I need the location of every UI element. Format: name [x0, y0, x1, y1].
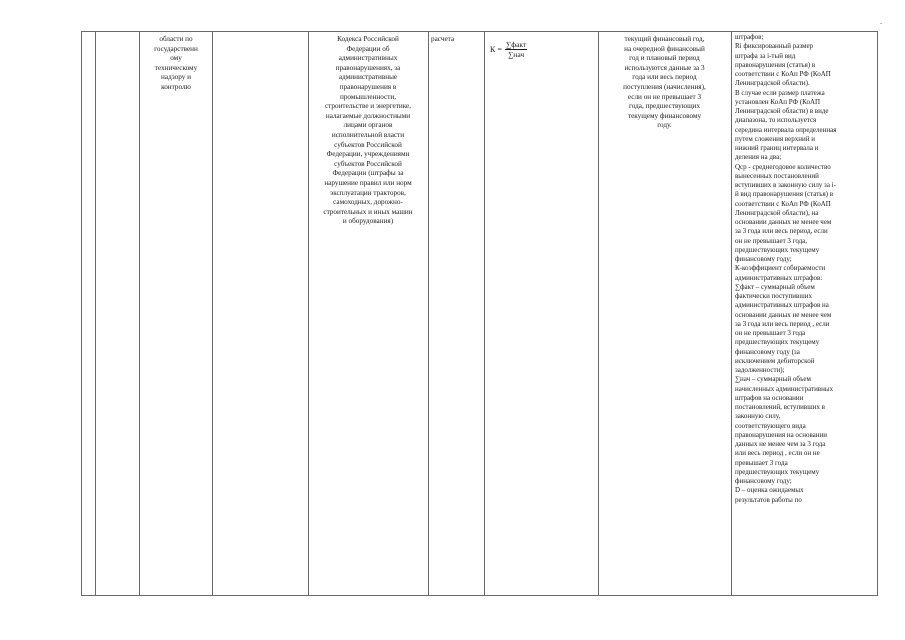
column-divider — [212, 31, 213, 596]
cell-authority: области по государственн ому техническому надзору и контролю — [154, 35, 198, 91]
corner-mark: - — [880, 19, 883, 27]
collection-rate-formula — [490, 40, 527, 59]
cell-formula-legend: штрафов; Ri фиксированный размер штрафа за i-тый вид правонарушения (статья) в соответствии с КоАп РФ (КоАП Ленинградской области). В случае если размер платежа установлен КоАп РФ (КоАП Ленинградской области) в виде диапазона, то используется середина интервала определенная путем сложения верхний и нижний границ интервала и деления на два; Qср - среднегодовое количество вынесенных постановлений вступивших в законную силу за i- й вид правонарушения (статья) в соответствии с КоАп РФ (КоАП Ленинградской области), на основании данных не менее чем за 3 года или весь период, если он не превышает 3 года, предшествующих текущему финансовому году; К-коэффициент собираемости административных штрафов: ∑факт – суммарный объем фактически поступивших административных штрафов на основании данных не менее чем за 3 года или весь период , если он не превышает 3 года предшествующих текущему финансовому году (за исключением дебиторской задолженности); ∑нач – суммарный объем начисленных административных штрафов на основании постановлений, вступивших в законную силу, соответствующего вида правонарушения на основании данных не менее чем за 3 года или весь период , если он не превышает 3 года предшествующих текущему финансовому году; D – оценка ожидаемых результатов работы по — [735, 33, 837, 504]
table-bottom-border — [81, 595, 878, 596]
formula-numerator: ∑факт — [505, 40, 527, 49]
formula-lhs: К = — [490, 45, 502, 54]
formula-fraction — [505, 40, 527, 59]
cell-data-period: текущий финансовый год, на очередной финансовый год и плановый период используются данные за 3 года или весь период поступления (начисления), если он не превышает 3 года, предшествующих текущему финансовому году. — [623, 35, 706, 130]
column-divider — [139, 31, 140, 596]
cell-calculation-method: расчета — [431, 35, 455, 43]
cell-legal-basis: Кодекса Российской Федерации об административных правонарушениях, за административные правонарушения в промышленности, строительстве и энергетике, налагаемые должностными лицами органов исполнительной власти субъектов Российской Федерации, учреждениями субъектов Российской Федерации (штрафы за нарушение правил или норм эксплуатации тракторов, самоходных, дорожно- строительных и иных машин и оборудования) — [323, 35, 413, 226]
formula-denominator: ∑нач — [507, 50, 525, 59]
column-divider — [877, 31, 878, 596]
column-divider — [428, 31, 429, 596]
column-divider — [731, 31, 732, 596]
column-divider — [81, 31, 82, 596]
column-divider — [95, 31, 96, 596]
column-divider — [484, 31, 485, 596]
table-top-border — [81, 31, 878, 32]
